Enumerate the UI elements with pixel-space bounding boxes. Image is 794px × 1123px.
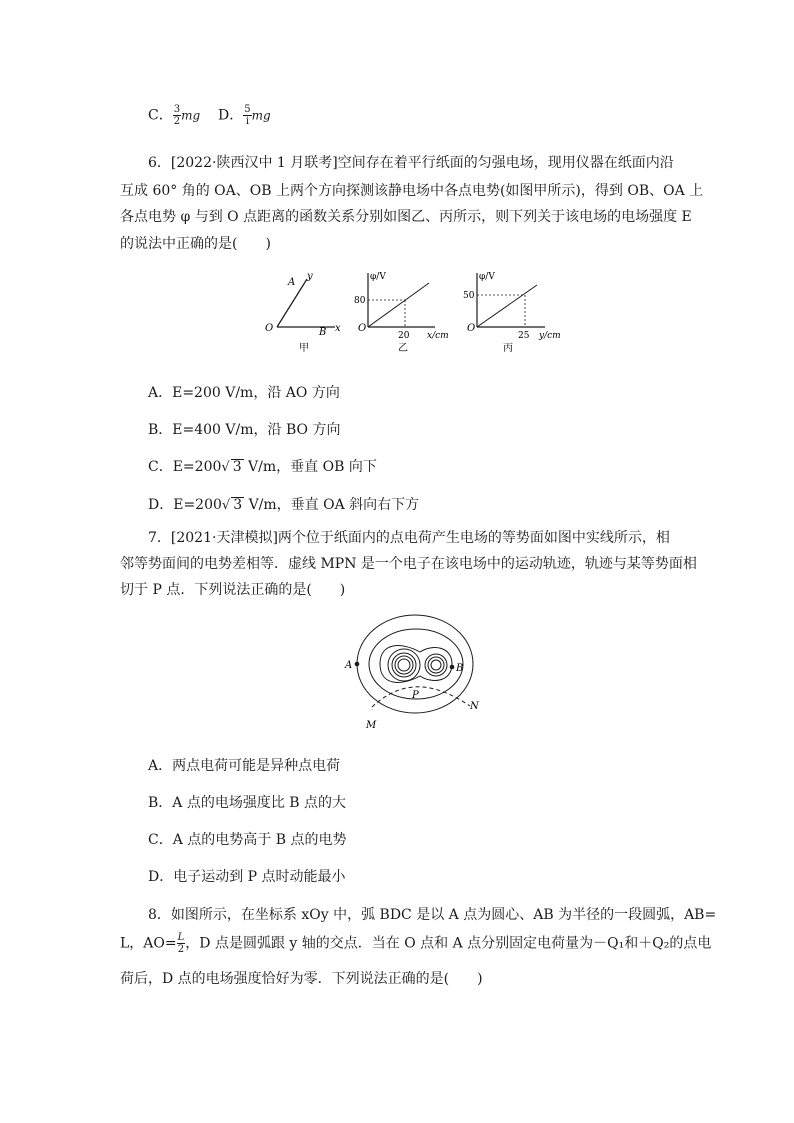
q5-option-c-denominator: 2	[173, 116, 181, 127]
q6-stem-line-3: 各点电势 φ 与到 O 点距离的函数关系分别如图乙、丙所示，则下列关于该电场的电场强度 E	[120, 209, 692, 225]
q6-option-c-suffix: V/m，垂直 OB 向下	[243, 459, 377, 475]
yi-x-tick: 20	[398, 331, 410, 341]
left-charge-ring-4	[398, 659, 410, 671]
q7-stem-line-3: 切于 P 点．下列说法正确的是( )	[120, 582, 346, 598]
q8-line-2-prefix: L，AO=	[120, 935, 177, 952]
q5-option-c	[148, 104, 200, 127]
yi-caption: 乙	[398, 343, 408, 354]
q5-option-c-label: C．	[148, 107, 173, 124]
q7-option-a: A．两点电荷可能是异种点电荷	[148, 758, 341, 774]
q6-option-d-radicand: 3	[233, 497, 243, 513]
label-m: M	[366, 720, 377, 731]
jia-label-o: O	[265, 323, 274, 334]
q5-option-d-denominator: i	[245, 116, 250, 127]
q6-option-c-prefix: C．E=200	[148, 459, 222, 475]
q7-option-d: D．电子运动到 P 点时动能最小	[148, 869, 346, 885]
yi-y-axis-label: φ/V	[370, 272, 386, 282]
bing-y-axis-label: φ/V	[479, 272, 495, 282]
q8-stem-line-3: 荷后，D 点的电场强度恰好为零．下列说法正确的是( )	[120, 971, 483, 987]
q5-option-d	[218, 104, 271, 127]
jia-label-a: A	[288, 277, 296, 288]
q6-option-b: B．E=400 V/m，沿 BO 方向	[148, 422, 341, 438]
point-a-dot	[355, 662, 360, 667]
bing-series-line	[477, 285, 537, 327]
q5-option-d-numerator: 5	[244, 104, 251, 115]
q7-stem-line-1: 7．[2021·天津模拟]两个位于纸面内的点电荷产生电场的等势面如图中实线所示，相	[148, 530, 670, 546]
q6-option-d-suffix: V/m，垂直 OA 斜向右下方	[244, 497, 420, 513]
bing-x-tick: 25	[518, 331, 530, 341]
left-charge-ring-1	[388, 649, 420, 681]
bing-x-axis-label: y/cm	[539, 331, 561, 341]
q5-option-c-unit: mg	[181, 108, 201, 123]
yi-origin-label: O	[358, 323, 367, 334]
q6-figure-jia	[265, 271, 341, 354]
q6-figure	[255, 265, 565, 355]
q7-option-c: C．A 点的电势高于 B 点的电势	[148, 832, 347, 848]
q5-option-d-unit: mg	[251, 108, 271, 123]
q7-figure	[340, 612, 490, 737]
q8-fraction	[177, 932, 186, 955]
electron-trajectory-mpn	[372, 687, 470, 707]
jia-label-y: y	[307, 271, 313, 282]
jia-label-x: x	[335, 323, 341, 334]
q5-option-d-label: D．	[218, 107, 244, 124]
right-charge-ring-3	[431, 660, 441, 670]
label-n: N	[470, 701, 479, 712]
q8-stem-line-2	[120, 932, 711, 955]
jia-label-b: B	[319, 327, 327, 338]
q6-option-c: C．E=200√ 3 V/m，垂直 OB 向下	[148, 459, 377, 475]
q5-option-c-numerator: 3	[173, 104, 181, 115]
q7-option-b: B．A 点的电场强度比 B 点的大	[148, 795, 347, 811]
point-b-dot	[450, 665, 455, 670]
q8-stem-line-1: 8．如图所示，在坐标系 xOy 中，弧 BDC 是以 A 点为圆心、AB 为半径的一段圆弧，AB=	[148, 907, 717, 923]
label-a: A	[345, 660, 353, 671]
q6-option-d: D．E=200√ 3 V/m，垂直 OA 斜向右下方	[148, 497, 420, 513]
bing-caption: 丙	[503, 343, 513, 354]
q6-option-d-prefix: D．E=200	[148, 497, 222, 513]
q6-stem-line-2: 互成 60° 角的 OA、OB 上两个方向探测该静电场中各点电势(如图甲所示)，得到 OB、OA 上	[120, 183, 704, 199]
q8-line-2-suffix: ，D 点是圆弧跟 y 轴的交点．当在 O 点和 A 点分别固定电荷量为－Q₁和＋Q₂的点电	[185, 935, 712, 952]
right-charge-ring-2	[428, 657, 444, 673]
label-b: B	[456, 663, 464, 674]
q6-option-a: A．E=200 V/m，沿 AO 方向	[148, 385, 340, 401]
left-charge-ring-2	[392, 653, 416, 677]
yi-series-line	[368, 283, 429, 327]
label-p: P	[412, 690, 419, 701]
q7-stem-line-2: 邻等势面间的电势差相等．虚线 MPN 是一个电子在该电场中的运动轨迹，轨迹与某等势面相	[120, 556, 697, 572]
q6-figure-bing	[463, 272, 561, 354]
q8-fraction-numerator: L	[177, 932, 185, 943]
q6-stem-line-4: 的说法中正确的是( )	[120, 236, 271, 252]
jia-caption: 甲	[299, 343, 309, 354]
q5-option-d-fraction	[243, 104, 251, 127]
q8-fraction-denominator: 2	[177, 944, 185, 955]
q6-figure-yi	[354, 272, 449, 354]
bing-origin-label: O	[467, 323, 476, 334]
q6-option-c-radicand: 3	[232, 459, 242, 475]
q5-option-c-fraction	[173, 104, 181, 127]
bing-y-tick: 50	[463, 291, 475, 301]
q6-stem-line-1: 6．[2022·陕西汉中 1 月联考]空间存在着平行纸面的匀强电场，现用仪器在纸面内沿	[148, 155, 674, 171]
yi-x-axis-label: x/cm	[427, 331, 449, 341]
yi-y-tick: 80	[354, 296, 366, 306]
